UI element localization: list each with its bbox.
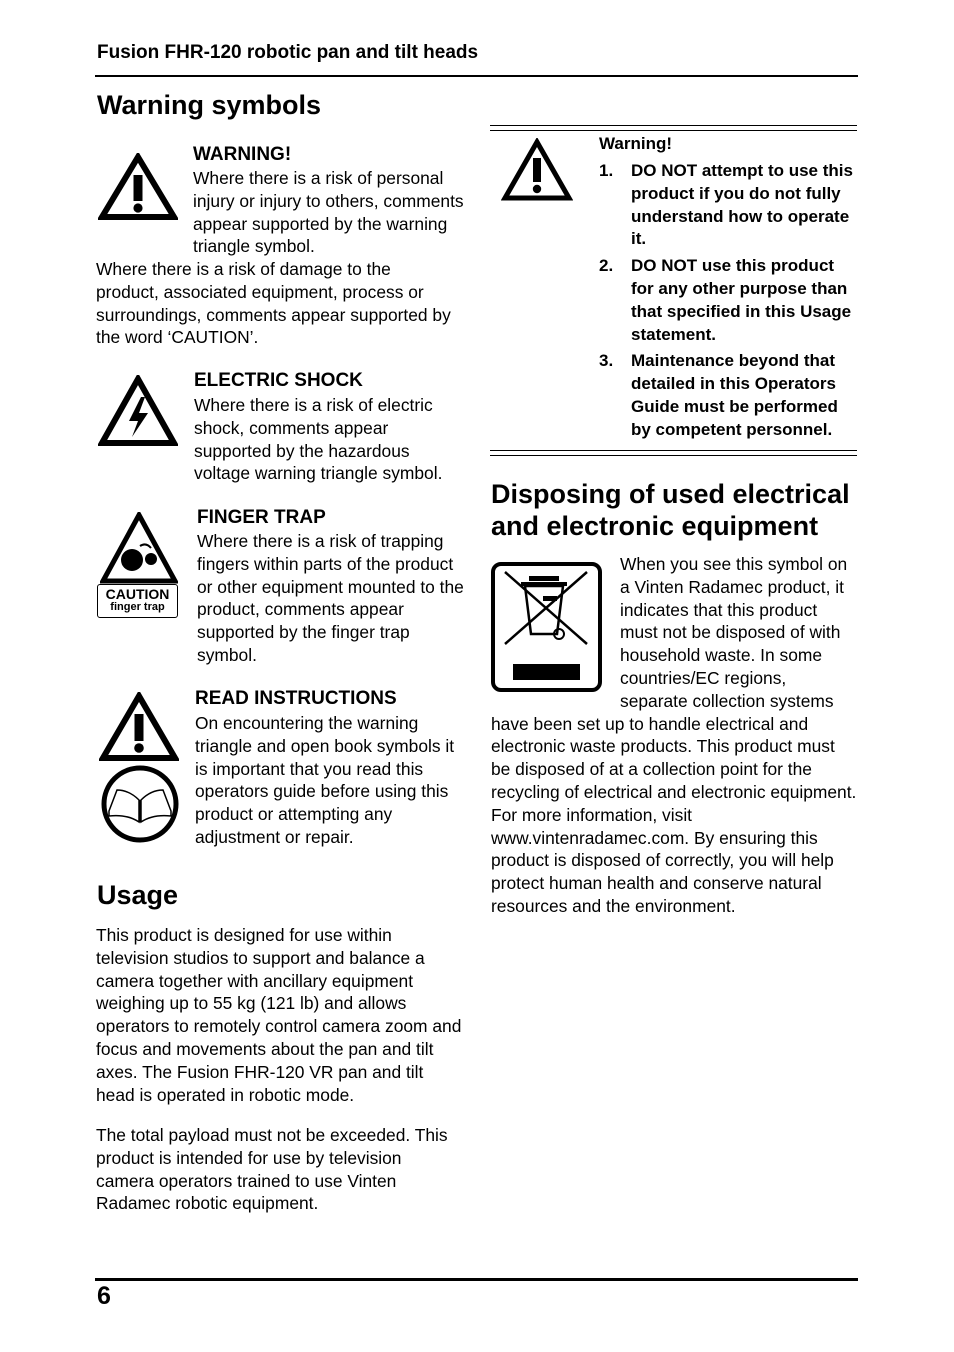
caution-badge-word: CAUTION	[105, 586, 170, 602]
read-instructions-text: On encountering the warning triangle and open book symbols it is important that you read this operators guide before using this product or attempting any adjustment or repair.	[195, 713, 455, 847]
page-number: 6	[97, 1282, 111, 1310]
warning-triangle-icon	[98, 153, 178, 221]
warning-symbols-heading: Warning symbols	[97, 90, 322, 120]
warning-box-rule	[490, 125, 857, 126]
list-item-number: 3.	[599, 351, 614, 371]
warning-box-title: Warning!	[599, 134, 673, 153]
list-item-text: DO NOT use this product for any other purpose than that specified in this Usage statement.	[631, 256, 852, 344]
crossed-out-bin-icon	[491, 562, 602, 692]
footer-rule	[95, 1278, 858, 1281]
usage-paragraph: This product is designed for use within television studios to support and balance a camera together with ancillary equipment weighing up to 55 kg (121 lb) and allows operators to remotely control camera zoom and focus and movements about the pan and tilt axes. The Fusion FHR-120 VR pan and tilt head is operated in robotic mode.	[96, 925, 462, 1105]
disposal-heading: Disposing of used electrical and electronic equipment	[491, 479, 850, 541]
electric-shock-icon	[98, 375, 178, 447]
caution-finger-trap-badge	[97, 584, 178, 618]
list-item	[599, 255, 855, 346]
list-item-text: Maintenance beyond that detailed in this Operators Guide must be performed by competent personnel.	[631, 351, 838, 439]
usage-heading: Usage	[97, 880, 179, 910]
open-book-icon	[99, 764, 181, 844]
warning-box-rule	[490, 450, 857, 451]
list-item-text: DO NOT attempt to use this product if you do not fully understand how to operate it.	[631, 161, 853, 249]
warning-text: Where there is a risk of personal injury or injury to others, comments appear supported by the warning triangle symbol.	[193, 168, 464, 257]
caution-badge-sub: finger trap	[110, 601, 165, 613]
warning-label: WARNING!	[193, 144, 292, 165]
finger-trap-label: FINGER TRAP	[197, 507, 326, 528]
warning-triangle-icon	[501, 138, 573, 202]
warning-box-rule	[490, 455, 857, 456]
warning-triangle-icon	[99, 692, 179, 762]
list-item	[599, 160, 855, 251]
list-item-number: 1.	[599, 161, 614, 180]
disposal-text	[620, 553, 858, 713]
disposal-paragraph: When you see this symbol on a Vinten Radamec product, it indicates that this product must not be disposed of with household waste. In some countries/EC regions, separate collection systems	[620, 554, 848, 711]
running-header: Fusion FHR-120 robotic pan and tilt heads	[97, 42, 479, 63]
disposal-paragraph-continued: have been set up to handle electrical and electronic waste products. This product must be disposed of at a collection point for the recycling of electrical and electronic equipment. For more information, visit www.vintenradamec.com. By ensuring this product is disposed of correctly, you will help protect human health and conserve natural resources and the environment.	[491, 713, 857, 916]
header-rule	[95, 75, 858, 77]
finger-trap-icon	[100, 512, 178, 584]
read-instructions-label: READ INSTRUCTIONS	[195, 688, 397, 709]
warning-box-list	[599, 160, 855, 446]
finger-trap-text: Where there is a risk of trapping fingers within parts of the product or other equipment mounted to the product, comments appear supported by the finger trap symbol.	[197, 531, 464, 665]
caution-text: Where there is a risk of damage to the product, associated equipment, process or surroundings, comments appear supported by the word ‘CAUTION’.	[96, 259, 451, 348]
list-item-number: 2.	[599, 256, 614, 276]
usage-paragraph: The total payload must not be exceeded. This product is intended for use by television camera operators trained to use Vinten Radamec robotic equipment.	[96, 1125, 448, 1214]
warning-box-rule	[490, 130, 857, 131]
electric-shock-text: Where there is a risk of electric shock, comments appear supported by the hazardous voltage warning triangle symbol.	[194, 395, 443, 484]
list-item	[599, 350, 855, 441]
electric-shock-label: ELECTRIC SHOCK	[194, 370, 363, 391]
